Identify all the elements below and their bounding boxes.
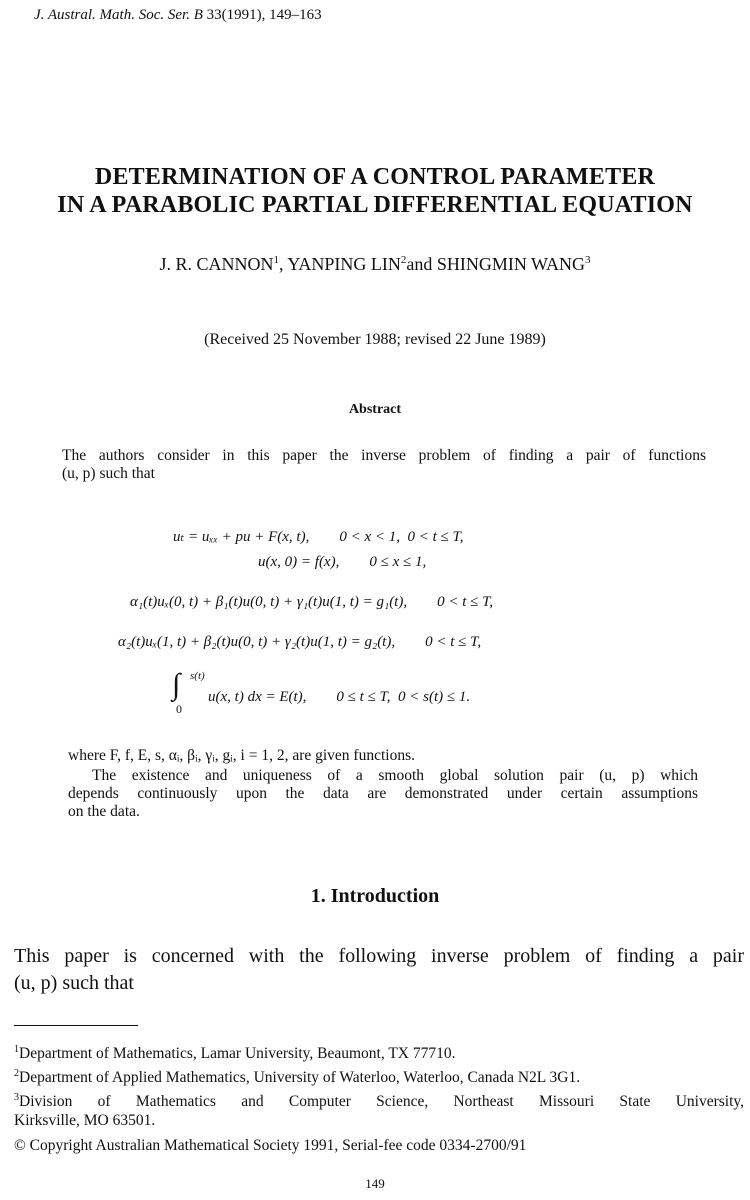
footnote-rule [14, 1025, 138, 1026]
paper-title [0, 163, 750, 219]
integral-upper-limit: s(t) [190, 670, 205, 682]
integral-sign: ∫ [172, 668, 181, 701]
author-and: and [406, 254, 437, 274]
integral-lower-limit: 0 [176, 702, 182, 716]
intro-line: (u, p) such that [14, 972, 134, 994]
copyright-notice: © Copyright Australian Mathematical Society 1991, Serial-fee code 0334-2700/91 [14, 1137, 527, 1154]
footnote-marker: 2 [14, 1068, 19, 1079]
author-3-affil: 3 [585, 254, 591, 266]
author-3: SHINGMIN WANG [436, 254, 586, 274]
footnote-line [14, 1088, 744, 1111]
footnote-1 [14, 1040, 744, 1063]
abstract-line: on the data. [68, 803, 140, 820]
footnote-3 [14, 1088, 744, 1130]
journal-reference [34, 7, 322, 24]
intro-line: This paper is concerned with the following inverse problem of finding a pair [14, 945, 744, 967]
journal-volume: 33(1991), 149–163 [206, 7, 322, 23]
equation-boundary-1: α₁(t)uₓ(0, t) + β₁(t)u(0, t) + γ₁(t)u(1, t) = g₁(t), 0 < t ≤ T, [130, 594, 494, 610]
abstract-paragraph-2 [68, 767, 698, 821]
abstract-line: The authors consider in this paper the inverse problem of finding a pair of functions [62, 447, 706, 464]
page-number: 149 [365, 1176, 385, 1191]
received-dates: (Received 25 November 1988; revised 22 June 1989) [204, 331, 546, 348]
author-list [0, 254, 750, 275]
footnote-text: Division of Mathematics and Computer Science, Northeast Missouri State University, [19, 1093, 744, 1111]
title-line-1: DETERMINATION OF A CONTROL PARAMETER [94, 164, 656, 190]
abstract-heading: Abstract [348, 402, 402, 417]
section-heading: 1. Introduction [310, 885, 440, 907]
author-2: YANPING LIN [287, 254, 401, 274]
footnote-text: Department of Mathematics, Lamar University, Beaumont, TX 77710. [19, 1045, 456, 1063]
footnote-2 [14, 1064, 744, 1087]
author-2-affil: 2 [400, 254, 407, 266]
author-1-affil: 1 [273, 254, 279, 266]
abstract-line: depends continuously upon the data are demonstrated under certain assumptions [68, 785, 698, 802]
footnote-marker: 1 [14, 1044, 19, 1055]
author-1: J. R. CANNON [159, 254, 274, 274]
author-sep: , [279, 254, 288, 274]
abstract-where: where F, f, E, s, αᵢ, βᵢ, γᵢ, gᵢ, i = 1, 2, are given functions. [68, 747, 415, 764]
journal-name: J. Austral. Math. Soc. Ser. B [34, 7, 203, 23]
title-line-2: IN A PARABOLIC PARTIAL DIFFERENTIAL EQUATION [57, 192, 693, 218]
intro-paragraph [14, 943, 744, 997]
footnote-marker: 3 [14, 1092, 19, 1103]
equation-integral: u(x, t) dx = E(t), 0 ≤ t ≤ T, 0 < s(t) ≤ 1. [208, 689, 471, 705]
footnote-text: Department of Applied Mathematics, University of Waterloo, Waterloo, Canada N2L 3G1. [19, 1069, 581, 1087]
footnote-line: Kirksville, MO 63501. [14, 1112, 156, 1130]
abstract-line: (u, p) such that [62, 465, 155, 482]
abstract-paragraph-1 [62, 447, 706, 483]
equation-initial: u(x, 0) = f(x), 0 ≤ x ≤ 1, [258, 554, 427, 570]
abstract-line: The existence and uniqueness of a smooth global solution pair (u, p) which [92, 767, 698, 784]
equation-pde: uₜ = uₓₓ + pu + F(x, t), 0 < x < 1, 0 < t ≤ T, [173, 529, 464, 545]
equation-boundary-2: α₂(t)uₓ(1, t) + β₂(t)u(0, t) + γ₂(t)u(1, t) = g₂(t), 0 < t ≤ T, [118, 634, 482, 650]
